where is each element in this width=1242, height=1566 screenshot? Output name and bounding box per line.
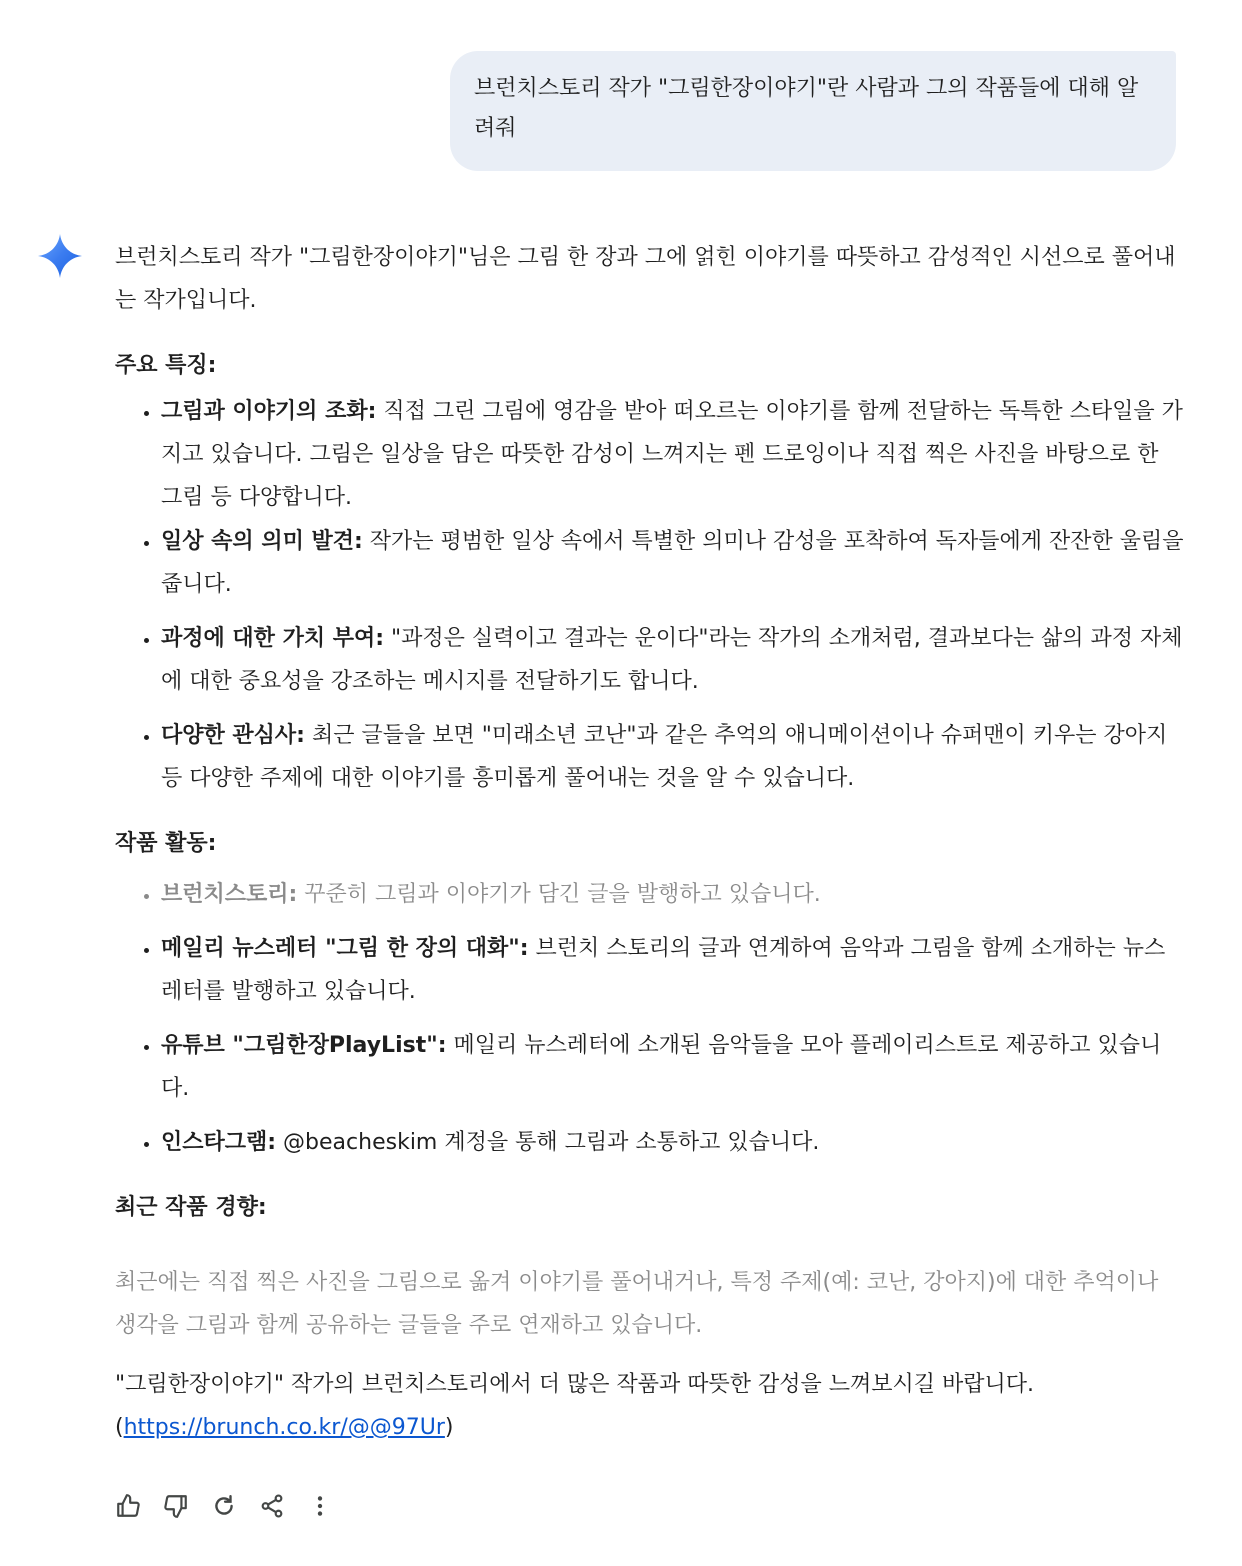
list-item [161, 1121, 1185, 1164]
thumbs-down-icon [163, 1493, 189, 1519]
features-list [115, 390, 1185, 800]
closing-sentence: "그림한장이야기" 작가의 브런치스토리에서 더 많은 작품과 따뜻한 감성을 느껴보시길 바랍니다. [115, 1372, 1035, 1397]
feature-title: 그림과 이야기의 조화: [161, 399, 377, 424]
closing-text [115, 1363, 1185, 1449]
feature-title: 일상 속의 의미 발견: [161, 529, 363, 554]
user-prompt-bubble [450, 51, 1176, 171]
user-prompt-text: 브런치스토리 작가 "그림한장이야기"란 사람과 그의 작품들에 대해 알려줘 [474, 76, 1139, 141]
feature-text: "과정은 실력이고 결과는 운이다"라는 작가의 소개처럼, 결과보다는 삶의 과정 자체에 대한 중요성을 강조하는 메시지를 전달하기도 합니다. [161, 626, 1183, 694]
thumbs-up-icon [115, 1493, 141, 1519]
work-title: 인스타그램: [161, 1130, 277, 1155]
work-text: @beacheskim 계정을 통해 그림과 소통하고 있습니다. [276, 1130, 820, 1155]
feature-text: 직접 그린 그림에 영감을 받아 떠오르는 이야기를 함께 전달하는 독특한 스타일을 가지고 있습니다. 그림은 일상을 담은 따뜻한 감성이 느껴지는 펜 드로잉이나 직접 찍은 사진을 바탕으로 한 그림 등 다양합니다. [161, 399, 1183, 510]
feature-text: 작가는 평범한 일상 속에서 특별한 의미나 감성을 포착하여 독자들에게 잔잔한 울림을 줍니다. [161, 529, 1184, 597]
share-icon [259, 1493, 285, 1519]
regenerate-icon [211, 1493, 237, 1519]
work-text: 메일리 뉴스레터에 소개된 음악들을 모아 플레이리스트로 제공하고 있습니다. [161, 1033, 1162, 1101]
list-item [161, 520, 1185, 606]
works-list [115, 873, 1185, 1164]
list-item [161, 390, 1185, 519]
feature-title: 과정에 대한 가치 부여: [161, 626, 385, 651]
recent-trend-text: 최근에는 직접 찍은 사진을 그림으로 옮겨 이야기를 풀어내거나, 특정 주제(예: 코난, 강아지)에 대한 추억이나 생각을 그림과 함께 공유하는 글들을 주로 연재하고 있습니다. [115, 1270, 1159, 1338]
work-title: 브런치스토리: [161, 882, 298, 907]
regenerate-button[interactable] [211, 1493, 237, 1519]
thumbs-down-button[interactable] [163, 1493, 189, 1519]
list-item [161, 927, 1185, 1013]
section-title-recent: 최근 작품 경향: [115, 1195, 267, 1220]
list-item [161, 617, 1185, 703]
link-open-paren: ( [115, 1415, 124, 1440]
more-options-button[interactable] [307, 1493, 333, 1519]
feature-title: 다양한 관심사: [161, 723, 305, 748]
work-title: 유튜브 "그림한장PlayList": [161, 1033, 447, 1058]
section-title-works: 작품 활동: [115, 831, 217, 856]
response-intro: 브런치스토리 작가 "그림한장이야기"님은 그림 한 장과 그에 얽힌 이야기를 따뜻하고 감성적인 시선으로 풀어내는 작가입니다. [115, 245, 1176, 313]
list-item [161, 714, 1185, 800]
link-close-paren: ) [444, 1415, 454, 1440]
list-item [161, 873, 1185, 916]
model-response [115, 236, 1185, 1449]
share-button[interactable] [259, 1493, 285, 1519]
feature-text: 최근 글들을 보면 "미래소년 코난"과 같은 추억의 애니메이션이나 슈퍼맨이 키우는 강아지 등 다양한 주제에 대한 이야기를 흥미롭게 풀어내는 것을 알 수 있습니다. [161, 723, 1168, 791]
work-text: 꾸준히 그림과 이야기가 담긴 글을 발행하고 있습니다. [297, 882, 821, 907]
gemini-sparkle-icon [38, 234, 82, 278]
more-vert-icon [307, 1493, 333, 1519]
section-title-features: 주요 특징: [115, 353, 217, 378]
work-title: 메일리 뉴스레터 "그림 한 장의 대화": [161, 936, 529, 961]
response-actions [115, 1491, 355, 1521]
brunch-link[interactable]: https://brunch.co.kr/@@97Ur [123, 1415, 445, 1440]
list-item [161, 1024, 1185, 1110]
work-text: 브런치 스토리의 글과 연계하여 음악과 그림을 함께 소개하는 뉴스레터를 발행하고 있습니다. [161, 936, 1166, 1004]
thumbs-up-button[interactable] [115, 1493, 141, 1519]
